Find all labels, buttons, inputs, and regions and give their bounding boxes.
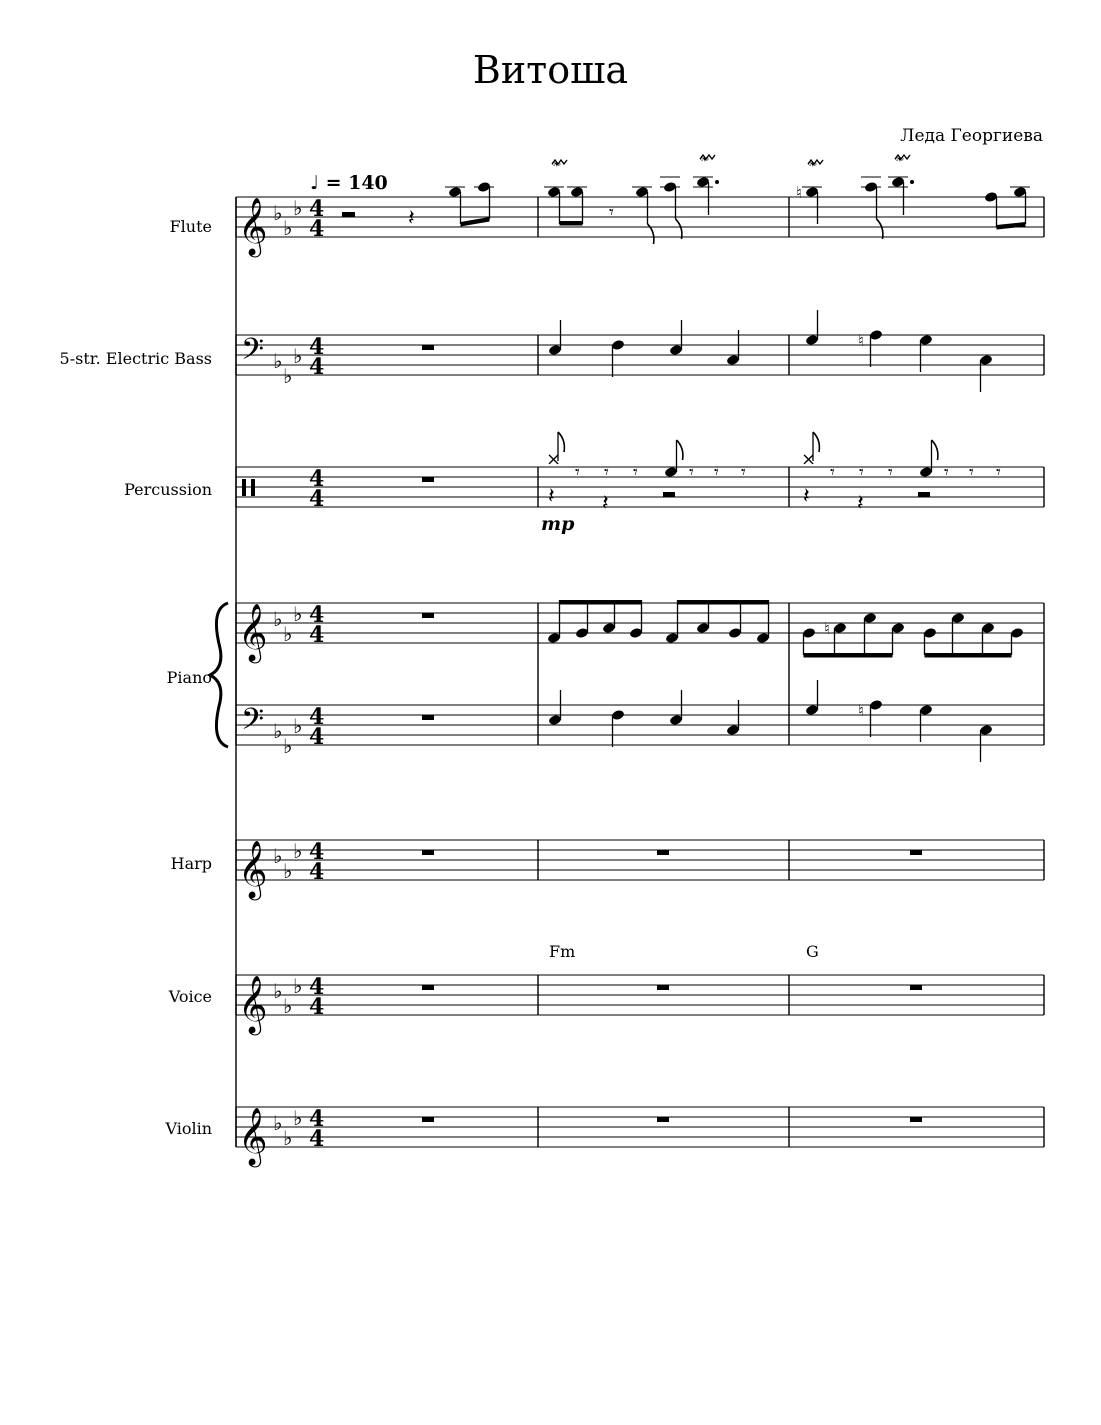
score-title: Витоша [472,48,629,92]
flat-icon: ♭ [273,1111,283,1135]
note-flag [676,219,682,239]
whole-rest-icon [657,1117,669,1122]
instrument-label-piano: Piano [166,668,212,687]
note-beam [560,221,583,226]
chord-symbol-fm: Fm [549,942,576,961]
eighth-rest-icon: 𝄾 [830,462,835,483]
chord-symbol-g: G [806,942,819,961]
natural-icon: ♮ [824,619,830,638]
time-signature: 4 [309,704,325,730]
note-beam [997,222,1026,230]
flat-icon: ♭ [273,349,283,373]
time-signature: 4 [309,724,325,750]
flat-icon: ♭ [293,196,303,220]
cymbal-note-icon: × [546,449,562,470]
natural-icon: ♮ [796,183,802,202]
time-signature: 4 [309,839,325,865]
flat-icon: ♭ [283,734,293,758]
time-signature: 4 [309,994,325,1020]
piano-brace-icon [210,603,228,747]
treble-clef-icon: 𝄞 [238,975,268,1033]
flat-icon: ♭ [273,719,283,743]
quarter-rest-icon: 𝄽 [857,491,864,516]
whole-rest-icon [422,477,434,482]
flat-icon: ♭ [293,974,303,998]
flat-icon: ♭ [273,201,283,225]
flat-icon: ♭ [273,979,283,1003]
instrument-label-voice: Voice [168,987,212,1006]
whole-rest-icon [657,850,669,855]
bass-clef-icon: 𝄢 [241,333,265,374]
flat-icon: ♭ [283,364,293,388]
flat-icon: ♭ [283,1126,293,1150]
eighth-rest-icon: 𝄾 [944,462,949,483]
treble-clef-icon: 𝄞 [238,1107,268,1165]
time-signature: 4 [309,622,325,648]
instrument-label-bass: 5-str. Electric Bass [59,349,212,368]
half-rest-icon [918,492,930,497]
flat-icon: ♭ [293,839,303,863]
note-beam [804,653,893,658]
time-signature: 4 [309,334,325,360]
eighth-rest-icon: 𝄾 [714,462,719,483]
whole-rest-icon [910,850,922,855]
dot-icon [715,180,719,184]
note-beam [925,653,1012,658]
flat-icon: ♭ [283,622,293,646]
time-signature: 4 [309,1126,325,1152]
eighth-rest-icon: 𝄾 [604,462,609,483]
note-flag [877,219,883,239]
treble-clef-icon: 𝄞 [238,840,268,898]
instrument-label-harp: Harp [170,854,212,873]
mordent-icon: 𝆙 [552,152,561,171]
natural-icon: ♮ [858,701,864,720]
treble-clef-icon: 𝄞 [238,603,268,661]
percussion-clef-icon [242,479,246,496]
quarter-rest-icon: 𝄽 [408,206,415,231]
eighth-rest-icon: 𝄾 [633,462,638,483]
mordent-icon: 𝆙 [895,147,904,166]
eighth-rest-icon: 𝄾 [575,462,580,483]
eighth-rest-icon: 𝄾 [969,462,974,483]
instrument-label-violin: Violin [165,1119,212,1138]
flat-icon: ♭ [273,607,283,631]
eighth-rest-icon: 𝄾 [741,462,746,483]
flat-icon: ♭ [273,844,283,868]
whole-rest-icon [422,850,434,855]
whole-rest-icon [910,985,922,990]
half-rest-icon [342,212,355,217]
time-signature: 4 [309,859,325,885]
treble-clef-icon: 𝄞 [238,197,268,255]
whole-rest-icon [422,613,434,618]
mordent-icon: 𝆙 [700,147,709,166]
whole-rest-icon [422,345,434,350]
instrument-label-flute: Flute [169,217,212,236]
time-signature: 4 [309,1106,325,1132]
note-beam [678,600,769,605]
instrument-label-percussion: Percussion [124,480,212,499]
time-signature: 4 [309,486,325,512]
eighth-rest-icon: 𝄾 [689,462,694,483]
eighth-rest-icon: 𝄾 [609,202,614,223]
quarter-rest-icon: 𝄽 [803,484,810,509]
cymbal-note-icon: × [801,449,817,470]
whole-rest-icon [657,985,669,990]
whole-rest-icon [422,985,434,990]
time-signature: 4 [309,466,325,492]
time-signature: 4 [309,602,325,628]
time-signature: 4 [309,974,325,1000]
eighth-rest-icon: 𝄾 [859,462,864,483]
quarter-rest-icon: 𝄽 [548,484,555,509]
note-beam [560,600,642,605]
note-flag [677,440,683,460]
flat-icon: ♭ [283,216,293,240]
bass-clef-icon: 𝄢 [241,703,265,744]
note-beam [461,217,490,227]
percussion-clef-icon [251,479,255,496]
flat-icon: ♭ [293,344,303,368]
quarter-rest-icon: 𝄽 [602,491,609,516]
time-signature: 4 [309,216,325,242]
note-flag [932,440,938,460]
composer-name: Леда Георгиева [900,126,1043,146]
half-rest-icon [663,492,675,497]
tempo-mark: ♩ = 140 [310,172,388,194]
mordent-icon: 𝆙 [808,152,817,171]
whole-rest-icon [910,1117,922,1122]
eighth-rest-icon: 𝄾 [996,462,1001,483]
time-signature: 4 [309,354,325,380]
flat-icon: ♭ [283,994,293,1018]
flat-icon: ♭ [293,1106,303,1130]
dot-icon [910,180,914,184]
whole-rest-icon [422,715,434,720]
flat-icon: ♭ [293,602,303,626]
dynamic-marking-mp: mp [541,513,575,535]
whole-rest-icon [422,1117,434,1122]
eighth-rest-icon: 𝄾 [888,462,893,483]
natural-icon: ♮ [858,331,864,350]
flat-icon: ♭ [283,859,293,883]
flat-icon: ♭ [293,714,303,738]
time-signature: 4 [309,196,325,222]
